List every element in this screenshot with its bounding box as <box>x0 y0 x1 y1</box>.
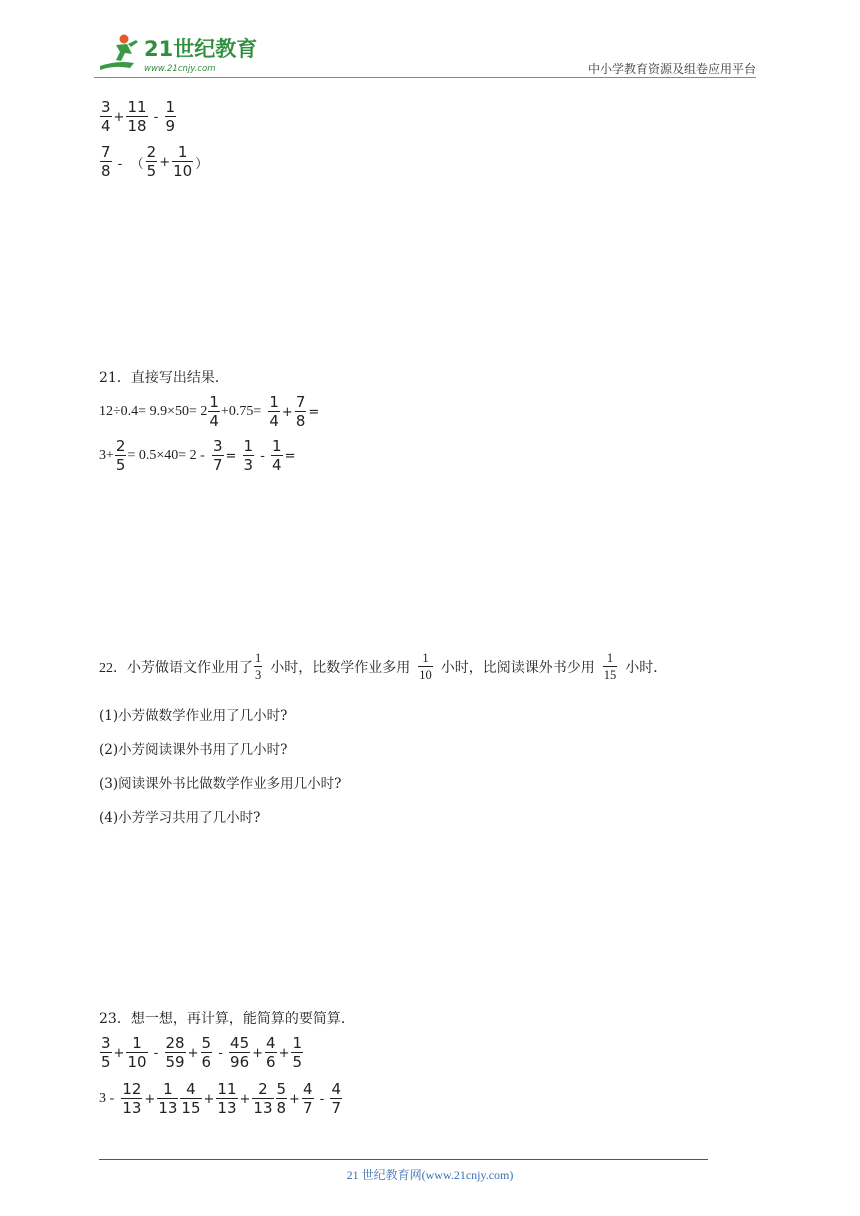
fraction: $\frac{1}{4}$ <box>209 393 219 430</box>
fraction: $\frac{1}{15}$ <box>603 651 617 682</box>
fraction: $\frac{28}{59}$ <box>165 1034 185 1071</box>
fraction: $\frac{1}{4}$ <box>272 437 282 474</box>
q22-title: 22．小芳做语文作业用了 $\frac{1}{3}$ 小时，比数学作业多用 $\frac{1}{10}$ 小时，比阅读课外书少用 $\frac{1}{15}$ 小时． <box>99 651 668 682</box>
q23-line-2: 3 - $\frac{12}{13}$ + $\frac{1}{13}$ $\frac{4}{15}$ + $\frac{11}{13}$ + $\frac{2}{13}$ $\frac{5}{8}$ + $\frac{4}{7}$ - $\frac{4}{7}$ <box>99 1080 342 1117</box>
fraction: $\frac{45}{96}$ <box>230 1034 250 1071</box>
svg-text:21世纪教育: 21世纪教育 <box>144 37 258 61</box>
fraction: $\frac{2}{5}$ <box>115 437 126 474</box>
fraction: $\frac{7}{8}$ <box>295 393 306 430</box>
fraction: $\frac{5}{8}$ <box>276 1080 287 1117</box>
q22-item-4: (4)小芳学习共用了几小时? <box>99 810 261 826</box>
fraction: $\frac{5}{6}$ <box>201 1034 212 1071</box>
fraction: $\frac{3}{5}$ <box>101 1034 111 1071</box>
q21-title: 21．直接写出结果． <box>99 370 229 386</box>
fraction: $\frac{1}{10}$ <box>127 1034 147 1071</box>
fraction: $\frac{1}{3}$ <box>243 437 254 474</box>
q20-line-2: $\frac{7}{8}$ - （ $\frac{2}{5}$ + $\frac{1}{10}$ ） <box>101 143 209 180</box>
fraction: $\frac{4}{6}$ <box>266 1034 276 1071</box>
page-header <box>0 0 860 82</box>
fraction: $\frac{4}{7}$ <box>331 1080 342 1117</box>
svg-text:www.21cnjy.com: www.21cnjy.com <box>144 64 216 74</box>
fraction: $\frac{11}{13}$ <box>217 1080 237 1117</box>
q23-line-1: $\frac{3}{5}$ + $\frac{1}{10}$ - $\frac{28}{59}$ + $\frac{5}{6}$ - $\frac{45}{96}$ + $\frac{4}{6}$ + $\frac{1}{5}$ <box>101 1034 303 1071</box>
q22-item-2: (2)小芳阅读课外书用了几小时? <box>99 742 288 758</box>
q21-line-1: 12÷0.4= 9.9×50= 2 $\frac{1}{4}$ +0.75= $\frac{1}{4}$ + $\frac{7}{8}$ = <box>99 393 320 430</box>
fraction: $\frac{3}{4}$ <box>101 98 111 135</box>
fraction: $\frac{1}{4}$ <box>269 393 279 430</box>
fraction: $\frac{1}{10}$ <box>419 651 432 682</box>
fraction: $\frac{7}{8}$ <box>101 143 111 180</box>
fraction: $\frac{4}{7}$ <box>302 1080 313 1117</box>
fraction: $\frac{2}{13}$ <box>253 1080 273 1117</box>
fraction: $\frac{1}{5}$ <box>292 1034 303 1071</box>
fraction: $\frac{1}{3}$ <box>255 651 262 682</box>
header-subtitle: 中小学教育资源及组卷应用平台 <box>587 62 756 76</box>
q21-line-2: 3+ $\frac{2}{5}$ = 0.5×40= 2 - $\frac{3}{7}$ = $\frac{1}{3}$ - $\frac{1}{4}$ = <box>99 437 296 474</box>
fraction: $\frac{12}{13}$ <box>122 1080 142 1117</box>
header-divider <box>94 77 756 78</box>
q23-title: 23．想一想，再计算，能简算的要简算． <box>99 1011 355 1027</box>
brand-logo <box>94 30 264 78</box>
fraction: $\frac{1}{9}$ <box>165 98 176 135</box>
q22-item-3: (3)阅读课外书比做数学作业多用几小时? <box>99 776 342 792</box>
fraction: $\frac{2}{5}$ <box>146 143 157 180</box>
fraction: $\frac{4}{15}$ <box>181 1080 201 1117</box>
fraction: $\frac{3}{7}$ <box>212 437 223 474</box>
q20-line-1: $\frac{3}{4}$ + $\frac{11}{18}$ - $\frac{1}{9}$ <box>101 98 176 135</box>
fraction: $\frac{1}{13}$ <box>158 1080 178 1117</box>
q22-item-1: (1)小芳做数学作业用了几小时? <box>99 708 288 724</box>
fraction: $\frac{11}{18}$ <box>127 98 147 135</box>
footer-divider <box>99 1159 708 1160</box>
fraction: $\frac{1}{10}$ <box>173 143 193 180</box>
footer-text: 21 世纪教育网(www.21cnjy.com) <box>346 1168 514 1182</box>
